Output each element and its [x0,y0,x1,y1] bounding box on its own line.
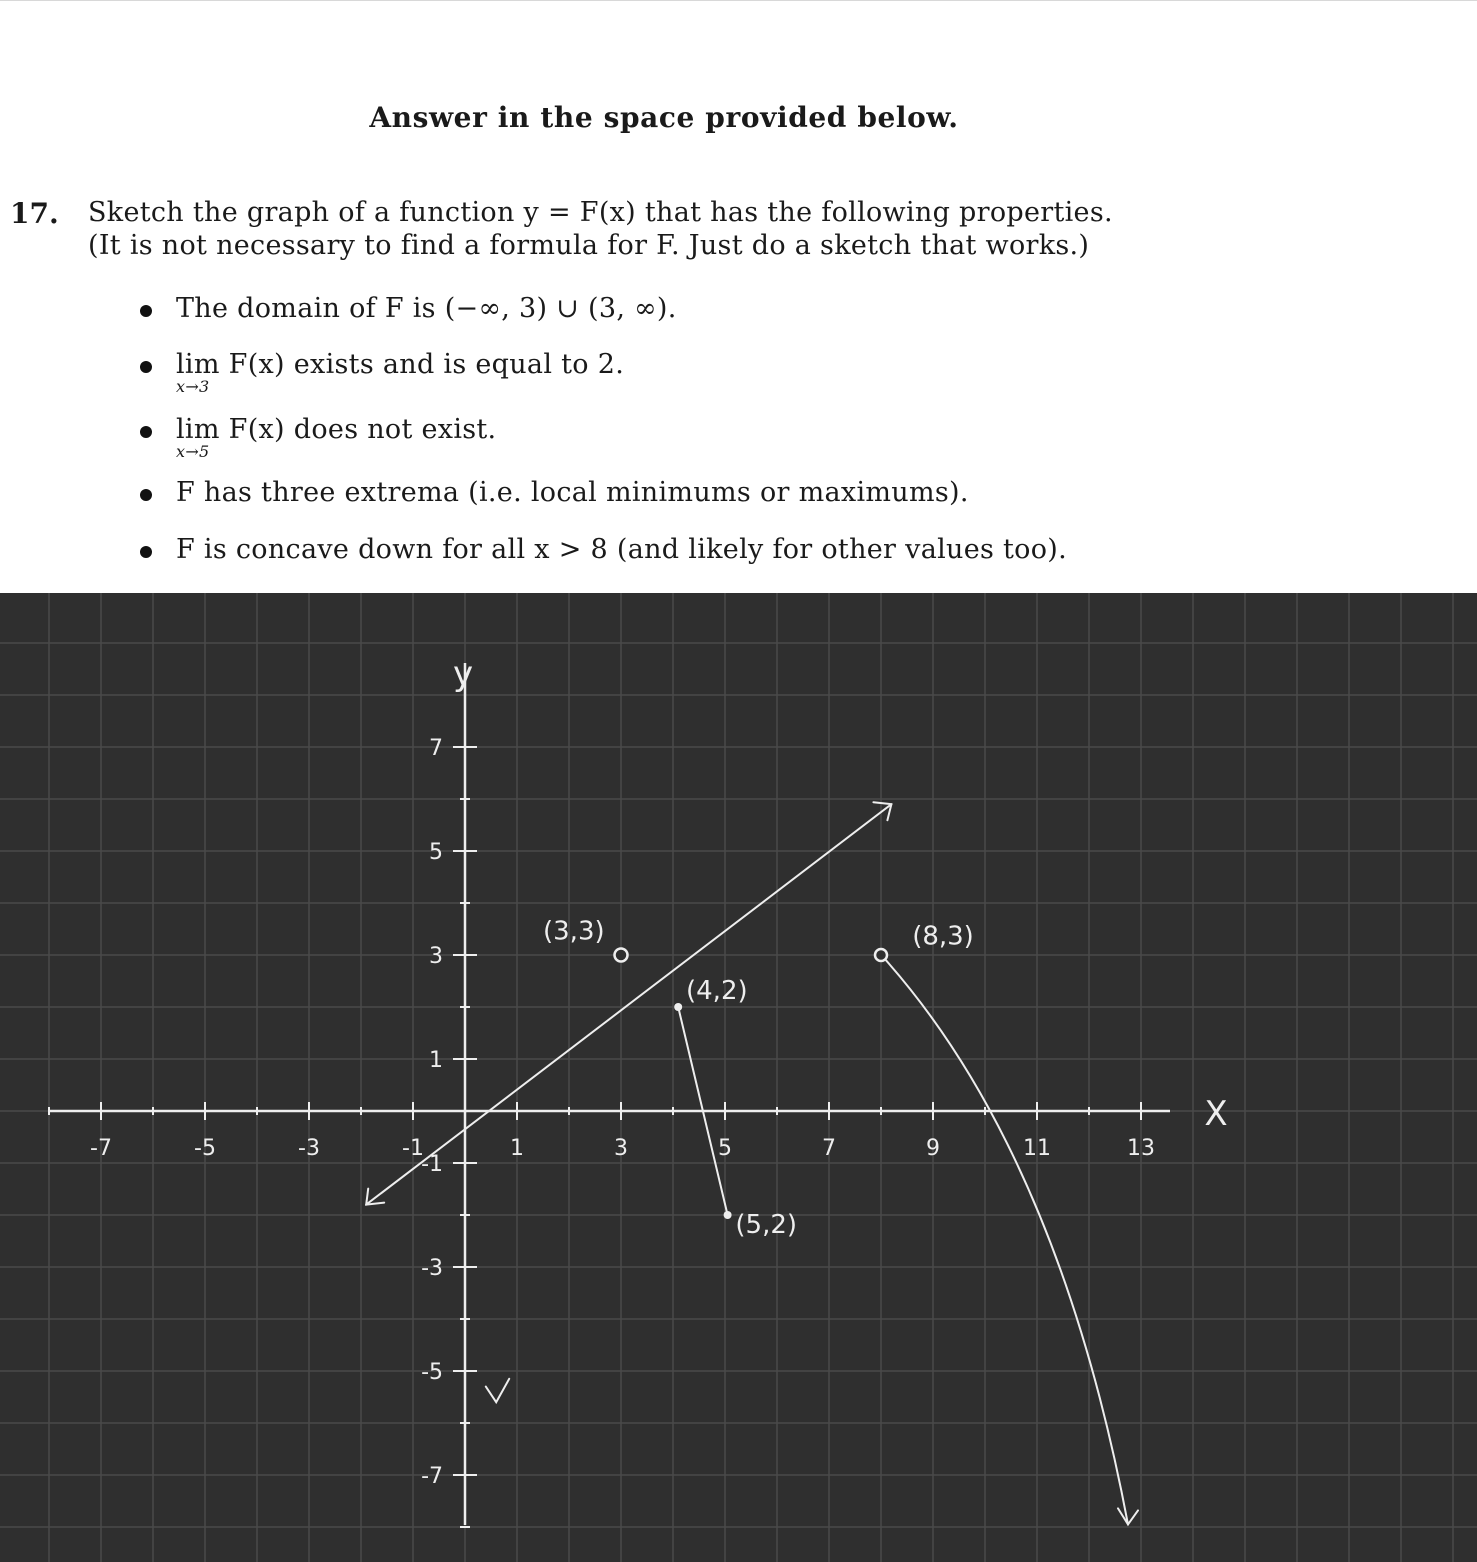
x-tick-label: 7 [822,1136,836,1161]
limit-operator: lim x→5 [176,414,220,461]
y-tick-label: 1 [429,1048,443,1073]
graph-line-segment [366,804,891,1204]
closed-dot-5-neg2 [724,1211,732,1219]
x-tick-label: 13 [1127,1136,1155,1161]
x-tick-label: 5 [718,1136,732,1161]
limit-subscript: x→5 [176,442,210,461]
question-text-line-1: Sketch the graph of a function y = F(x) that has the following properties. [88,197,1113,228]
sketch-canvas [0,593,1477,1562]
axes [48,663,1170,1525]
bullet-dot [140,546,152,558]
point-label: (5,2) [735,1210,798,1241]
point-label: (8,3) [912,921,974,952]
point-label: (4,2) [686,976,748,1007]
question-number: 17. [10,197,59,230]
y-tick-label: -1 [421,1152,443,1177]
property-text: The domain of F is (−∞, 3) ∪ (3, ∞). [176,293,677,324]
tick-labels [90,654,1228,1489]
property-text: F has three extrema (i.e. local minimums or maximums). [176,477,969,508]
property-text: F is concave down for all x > 8 (and likely for other values too). [176,534,1068,565]
bullet-dot [140,489,152,501]
y-tick-label: 3 [429,944,443,969]
x-tick-label: 1 [510,1136,524,1161]
y-axis-label: y [452,654,474,694]
bullet-dot [140,305,152,317]
property-text: F(x) exists and is equal to 2. [219,349,625,380]
y-tick-label: -3 [421,1256,443,1281]
closed-dot-4-2 [674,1003,682,1011]
point-label: (3,3) [543,916,605,947]
grid-lines [0,593,1477,1562]
bullet-dot [140,426,152,438]
x-tick-label: -1 [402,1136,424,1161]
sketch-board [0,593,1477,1562]
y-tick-label: -7 [421,1464,443,1489]
open-circle-8-3 [875,949,887,961]
x-axis-label: X [1204,1094,1228,1134]
bullet-dot [140,361,152,373]
open-circle-3-3 [615,949,628,962]
x-tick-label: -5 [194,1136,216,1161]
property-text: F(x) does not exist. [219,414,497,445]
x-tick-label: 9 [926,1136,940,1161]
y-tick-label: -5 [421,1360,443,1385]
x-tick-label: 11 [1023,1136,1051,1161]
graph-curve-concave-down [884,958,1128,1525]
question-text-line-2: (It is not necessary to find a formula for F. Just do a sketch that works.) [88,230,1090,261]
check-mark [486,1379,509,1402]
limit-operator: lim x→3 [176,349,220,396]
worksheet [0,0,1477,593]
y-tick-label: 5 [429,840,443,865]
y-tick-label: 7 [429,736,443,761]
x-tick-label: -7 [90,1136,112,1161]
x-tick-label: -3 [298,1136,320,1161]
x-tick-label: 3 [614,1136,628,1161]
page-heading: Answer in the space provided below. [369,101,959,134]
limit-subscript: x→3 [176,377,210,396]
